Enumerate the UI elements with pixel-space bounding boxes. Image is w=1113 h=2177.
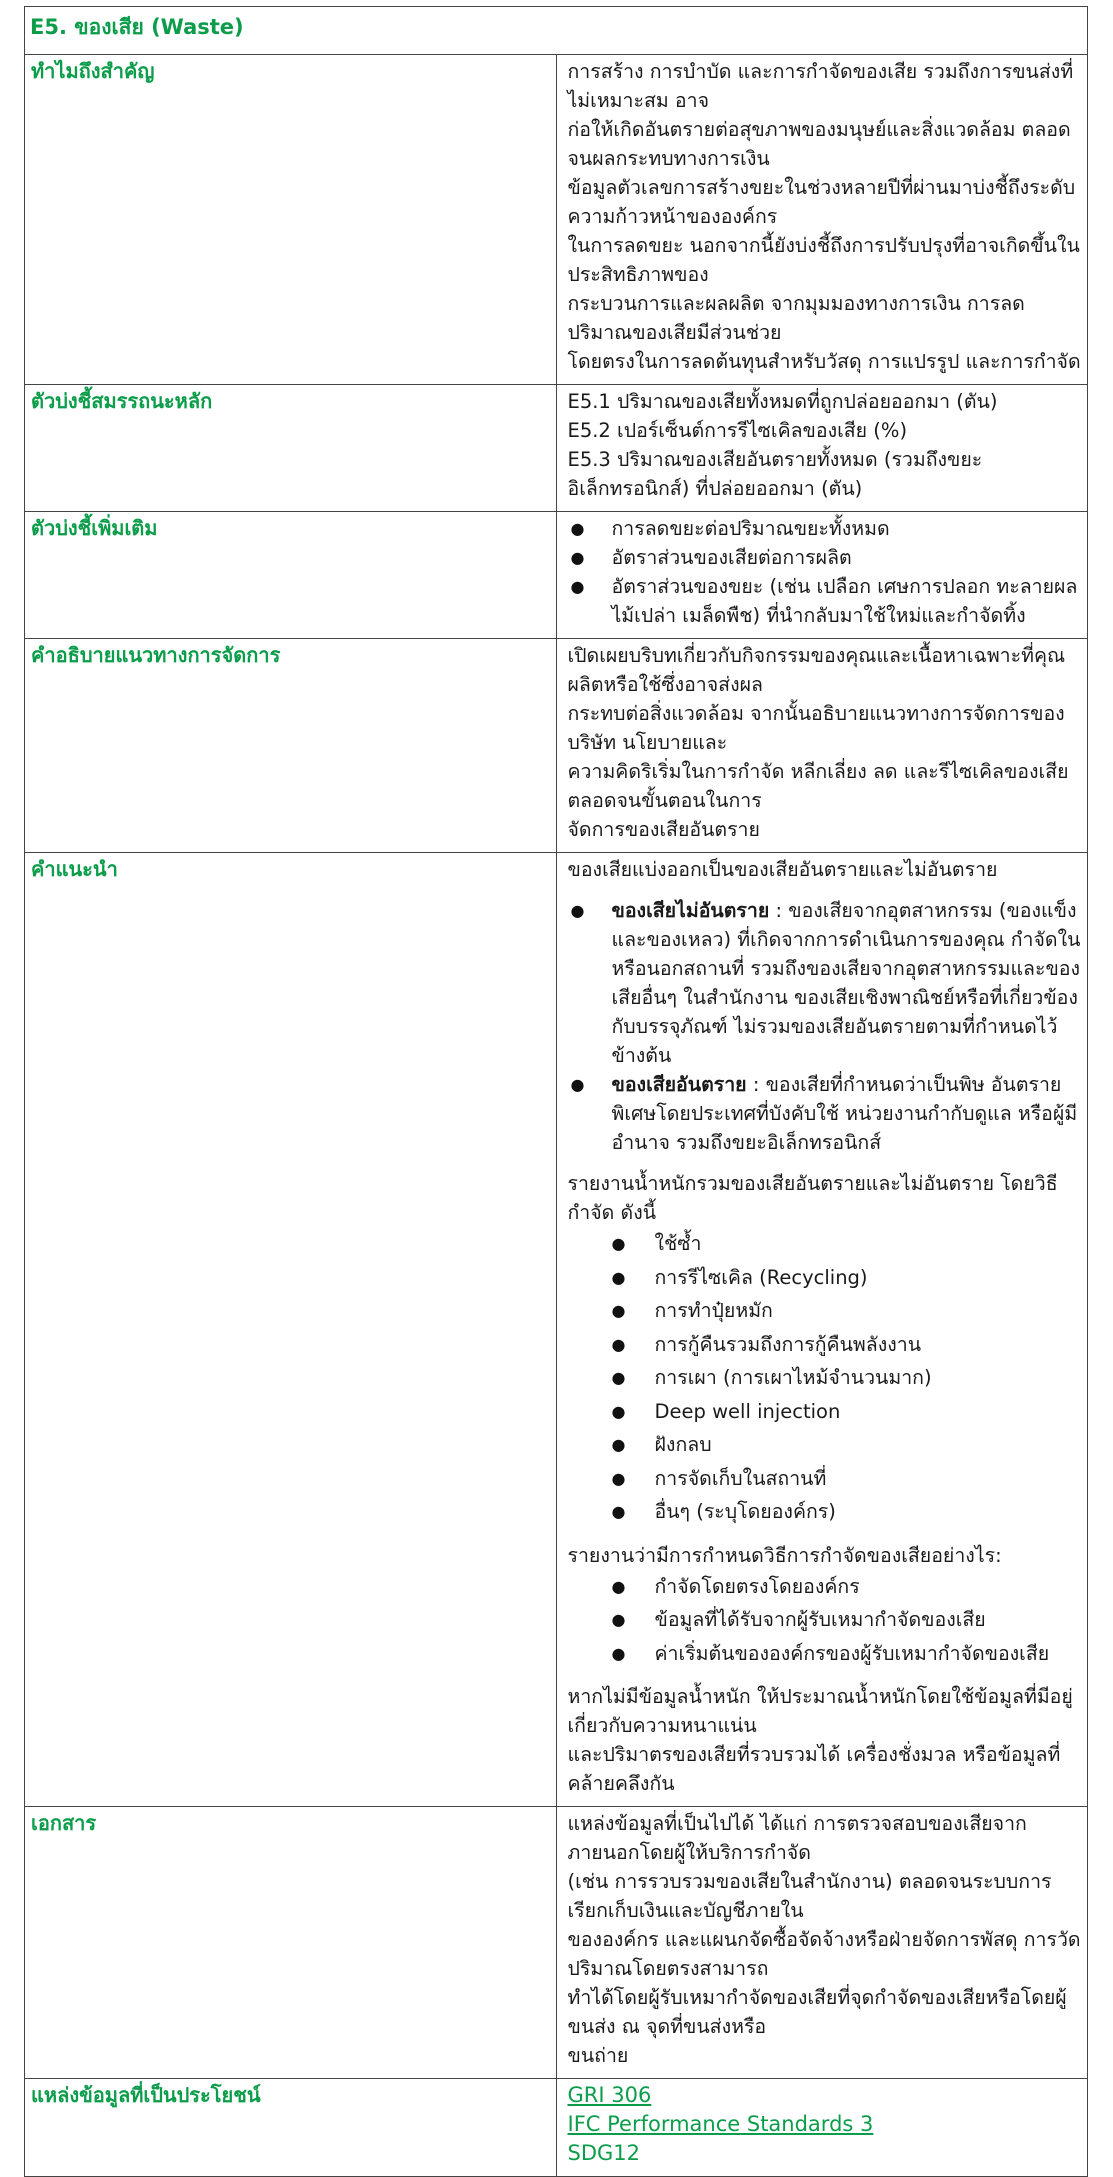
determination-item: ● ค่าเริ่มต้นขององค์กรของผู้รับเหมากำจัดของเสีย (611, 1641, 1050, 1665)
text-line: โดยตรงในการลดต้นทุนสำหรับวัสดุ การแปรรูป และการกำจัด (567, 350, 1081, 373)
how-intro: รายงานว่ามีการกำหนดวิธีการกำจัดของเสียอย่างไร: (567, 1543, 1002, 1567)
label-useful-resources: แหล่งข้อมูลที่เป็นประโยชน์ (25, 2079, 557, 2177)
additional-indicators (556, 512, 1088, 639)
disposal-method-item: ● การเผา (การเผาไหม้จำนวนมาก) (611, 1366, 932, 1389)
waste-type-item: ● ของเสียไม่อันตราย : ของเสียจากอุตสาหกรรม (ของแข็งและของเหลว) ที่เกิดจากการดำเนินการของคุณ กำจัดในหรือนอกสถานที่ รวมถึงของเสียจากอุตสาหกรรมและของเสียอื่นๆ ในสำนักงาน ของเสียเชิงพาณิชย์หรือที่เกี่ยวข้องกับบรรจุภัณฑ์ ไม่รวมของเสียอันตรายตามที่กำหนดไว้ข้างต้น (570, 899, 1081, 1067)
list-item: ● การลดขยะต่อปริมาณขยะทั้งหมด (570, 517, 890, 540)
text-line: ความคิดริเริ่มในการกำจัด หลีกเลี่ยง ลด และรีไซเคิลของเสีย ตลอดจนขั้นตอนในการ (567, 760, 1069, 812)
disposal-method-item: ● ฝังกลบ (611, 1433, 712, 1456)
disposal-method-item: ● การจัดเก็บในสถานที่ (611, 1466, 827, 1490)
disposal-method-item: ● การทำปุ๋ยหมัก (611, 1299, 773, 1322)
guidance-text (556, 853, 1088, 1807)
documents-text (556, 1807, 1088, 2079)
why-important-text (556, 55, 1088, 385)
text-line: ก่อให้เกิดอันตรายต่อสุขภาพของมนุษย์และสิ่งแวดล้อม ตลอดจนผลกระทบทางการเงิน (567, 118, 1071, 170)
text-line: การสร้าง การบำบัด และการกำจัดของเสีย รวมถึงการขนส่งที่ไม่เหมาะสม อาจ (567, 60, 1074, 112)
core-indicators-text (556, 385, 1088, 512)
disposal-method-item: ● การกู้คืนรวมถึงการกู้คืนพลังงาน (611, 1332, 922, 1356)
text-line: จัดการของเสียอันตราย (567, 818, 760, 841)
indicator-e5-1: E5.1 ปริมาณของเสียทั้งหมดที่ถูกปล่อยออกมา (ตัน) (567, 390, 998, 413)
text-line: (เช่น การรวบรวมของเสียในสำนักงาน) ตลอดจนระบบการเรียกเก็บเงินและบัญชีภายใน (567, 1870, 1052, 1922)
indicator-e5-2: E5.2 เปอร์เซ็นต์การรีไซเคิลของเสีย (%) (567, 419, 908, 442)
text-line: หากไม่มีข้อมูลน้ำหนัก ให้ประมาณน้ำหนักโดยใช้ข้อมูลที่มีอยู่เกี่ยวกับความหนาแน่น (567, 1685, 1073, 1737)
text-line: ข้อมูลตัวเลขการสร้างขยะในช่วงหลายปีที่ผ่านมาบ่งชี้ถึงระดับความก้าวหน้าขององค์กร (567, 176, 1076, 228)
text-line: กระบวนการและผลผลิต จากมุมมองทางการเงิน การลดปริมาณของเสียมีส่วนช่วย (567, 292, 1025, 344)
text-line: ในการลดขยะ นอกจากนี้ยังบ่งชี้ถึงการปรับปรุงที่อาจเกิดขึ้นในประสิทธิภาพของ (567, 234, 1080, 286)
link-gri-306[interactable]: GRI 306 (567, 2083, 652, 2107)
waste-indicator-sheet (24, 6, 1088, 2177)
section-title: E5. ของเสีย (Waste) (25, 7, 1088, 55)
indicator-e5-3: E5.3 ปริมาณของเสียอันตรายทั้งหมด (รวมถึงขยะอิเล็กทรอนิกส์) ที่ปล่อยออกมา (ตัน) (567, 448, 983, 500)
guidance-intro: ของเสียแบ่งออกเป็นของเสียอันตรายและไม่อันตราย (567, 858, 998, 881)
list-item: ● อัตราส่วนของขยะ (เช่น เปลือก เศษการปลอก ทะลายผลไม้เปล่า เมล็ดพืช) ที่นำกลับมาใช้ใหม่และกำจัดทิ้ง (570, 575, 1078, 627)
label-guidance: คำแนะนำ (25, 853, 557, 1807)
indicator-table (24, 6, 1088, 2177)
report-intro: รายงานน้ำหนักรวมของเสียอันตรายและไม่อันตราย โดยวิธีกำจัด ดังนี้ (567, 1172, 1058, 1224)
label-management-approach: คำอธิบายแนวทางการจัดการ (25, 639, 557, 853)
useful-resources (556, 2079, 1088, 2177)
disposal-method-item: ● อื่นๆ (ระบุโดยองค์กร) (611, 1500, 836, 1523)
text-line: แหล่งข้อมูลที่เป็นไปได้ ได้แก่ การตรวจสอบของเสียจากภายนอกโดยผู้ให้บริการกำจัด (567, 1812, 1027, 1864)
sdg12-text: SDG12 (567, 2141, 640, 2165)
disposal-method-item: ● การรีไซเคิล (Recycling) (611, 1265, 868, 1289)
label-documents: เอกสาร (25, 1807, 557, 2079)
disposal-method-item: ● ใช้ซ้ำ (611, 1232, 702, 1255)
management-approach-text (556, 639, 1088, 853)
link-ifc-performance-standards[interactable]: IFC Performance Standards 3 (567, 2112, 874, 2136)
label-additional-indicators: ตัวบ่งชี้เพิ่มเติม (25, 512, 557, 639)
determination-item: ● กำจัดโดยตรงโดยองค์กร (611, 1574, 860, 1598)
label-why-important: ทำไมถึงสำคัญ (25, 55, 557, 385)
text-line: เปิดเผยบริบทเกี่ยวกับกิจกรรมของคุณและเนื้อหาเฉพาะที่คุณผลิตหรือใช้ซึ่งอาจส่งผล (567, 644, 1066, 696)
text-line: กระทบต่อสิ่งแวดล้อม จากนั้นอธิบายแนวทางการจัดการของบริษัท นโยบายและ (567, 702, 1065, 754)
waste-type-item: ● ของเสียอันตราย : ของเสียที่กำหนดว่าเป็นพิษ อันตราย พิเศษโดยประเทศที่บังคับใช้ หน่วยงานกำกับดูแล หรือผู้มีอำนาจ รวมถึงขยะอิเล็กทรอนิกส์ (570, 1073, 1078, 1154)
disposal-method-item: ● Deep well injection (611, 1399, 841, 1423)
text-line: ขององค์กร และแผนกจัดซื้อจัดจ้างหรือฝ่ายจัดการพัสดุ การวัดปริมาณโดยตรงสามารถ (567, 1928, 1081, 1980)
list-item: ● อัตราส่วนของเสียต่อการผลิต (570, 546, 852, 569)
text-line: ขนถ่าย (567, 2044, 629, 2067)
label-core-indicators: ตัวบ่งชี้สมรรถนะหลัก (25, 385, 557, 512)
determination-item: ● ข้อมูลที่ได้รับจากผู้รับเหมากำจัดของเสีย (611, 1608, 986, 1631)
text-line: และปริมาตรของเสียที่รวบรวมได้ เครื่องชั่งมวล หรือข้อมูลที่คล้ายคลึงกัน (567, 1743, 1061, 1795)
text-line: ทำได้โดยผู้รับเหมากำจัดของเสียที่จุดกำจัดของเสียหรือโดยผู้ขนส่ง ณ จุดที่ขนส่งหรือ (567, 1986, 1067, 2038)
